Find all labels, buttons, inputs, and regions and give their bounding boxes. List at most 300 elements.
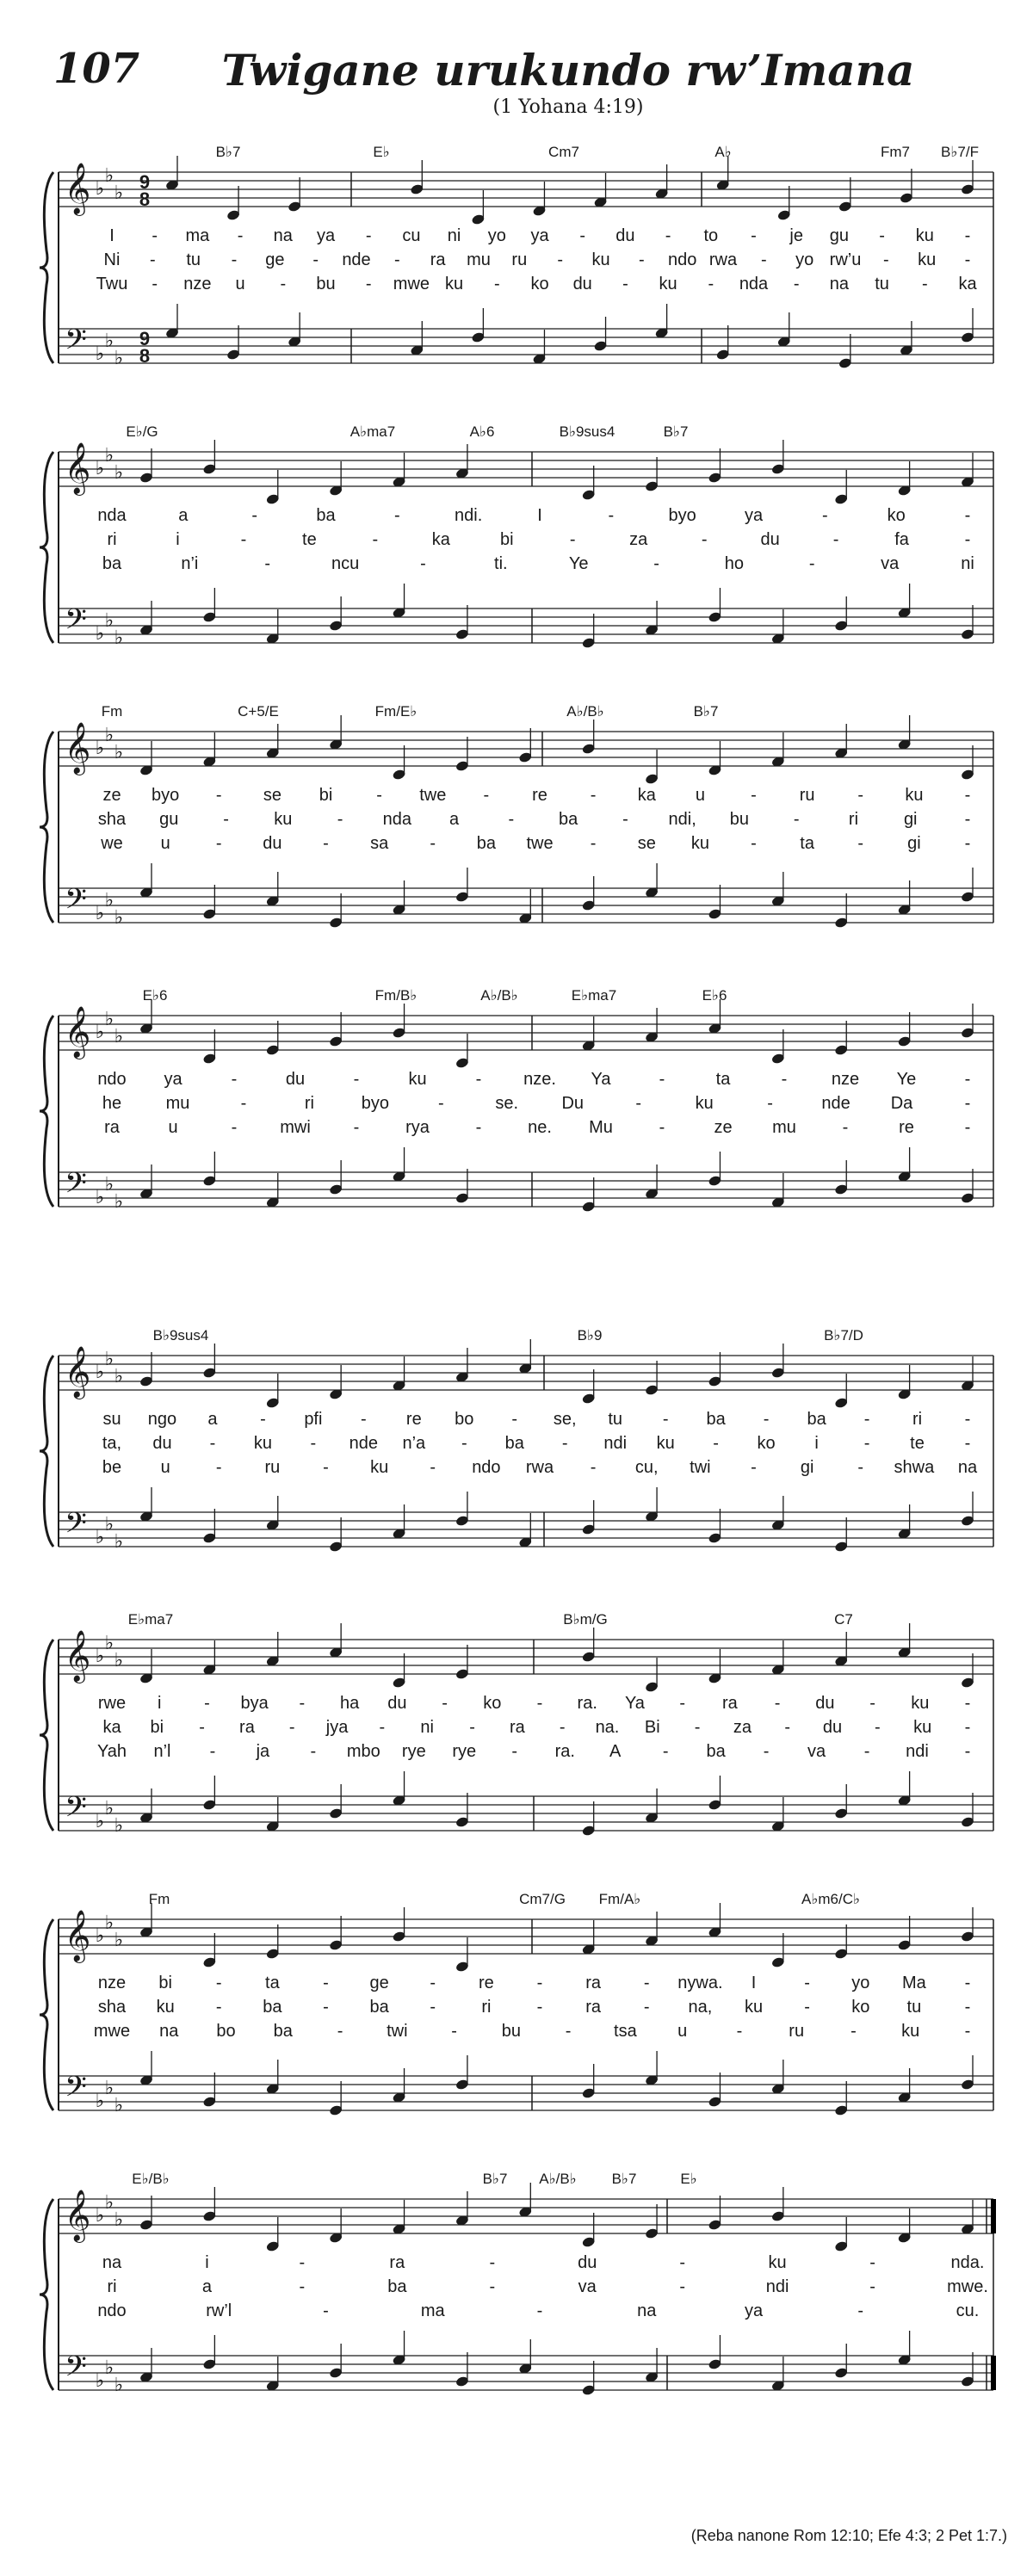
lyric-hyphen: - bbox=[964, 1118, 971, 1137]
lyric-syllable: du bbox=[760, 530, 780, 549]
lyric-hyphen: - bbox=[643, 1974, 650, 1992]
lyric-syllable: nywa. bbox=[677, 1974, 723, 1992]
lyric-hyphen: - bbox=[964, 1742, 971, 1761]
bass-clef-icon: 𝄢 bbox=[65, 1792, 87, 1830]
lyric-hyphen: - bbox=[152, 226, 158, 245]
lyric-syllable: ku bbox=[408, 1070, 427, 1089]
lyric-hyphen: - bbox=[489, 2253, 496, 2272]
lyric-syllable: rya bbox=[405, 1118, 430, 1137]
lyric-syllable: n’i bbox=[181, 554, 199, 573]
lyric-syllable: na bbox=[159, 2022, 179, 2041]
chord-symbol: B♭9sus4 bbox=[152, 1327, 209, 1344]
lyric-syllable: he bbox=[102, 1094, 122, 1113]
key-flat-icon: ♭ bbox=[95, 177, 105, 199]
lyric-syllable: Ya bbox=[624, 1694, 645, 1713]
key-flat-icon: ♭ bbox=[104, 2357, 114, 2378]
lyric-hyphen: - bbox=[662, 1410, 669, 1429]
lyric-hyphen: - bbox=[875, 1718, 881, 1737]
lyric-hyphen: - bbox=[152, 275, 158, 293]
lyric-syllable: I bbox=[109, 226, 114, 245]
chord-symbol: E♭6 bbox=[702, 987, 727, 1004]
chord-symbol: B♭9sus4 bbox=[559, 423, 615, 440]
lyric-syllable: nde bbox=[342, 250, 371, 269]
lyric-hyphen: - bbox=[921, 275, 928, 293]
lyric-syllable: bi bbox=[319, 786, 333, 805]
key-flat-icon: ♭ bbox=[95, 1645, 105, 1666]
lyric-syllable: na bbox=[637, 2301, 657, 2320]
key-flat-icon: ♭ bbox=[95, 1186, 105, 1208]
treble-clef-icon: 𝄞 bbox=[64, 723, 91, 773]
key-flat-icon: ♭ bbox=[114, 2208, 124, 2230]
lyric-hyphen: - bbox=[231, 250, 238, 269]
lyric-syllable: yo bbox=[795, 250, 814, 269]
lyric-hyphen: - bbox=[608, 506, 615, 525]
lyric-syllable: u bbox=[695, 786, 705, 805]
treble-clef-icon: 𝄞 bbox=[64, 1911, 91, 1961]
chord-symbol: B♭7/D bbox=[824, 1327, 863, 1344]
lyric-syllable: mu bbox=[165, 1094, 190, 1113]
key-flat-icon: ♭ bbox=[104, 444, 114, 466]
lyric-hyphen: - bbox=[299, 2253, 306, 2272]
lyric-hyphen: - bbox=[793, 275, 800, 293]
key-flat-icon: ♭ bbox=[114, 182, 124, 203]
final-barline-thick bbox=[991, 2199, 996, 2233]
music-system bbox=[40, 2171, 996, 2396]
lyric-syllable: ku bbox=[744, 1998, 764, 2017]
lyric-hyphen: - bbox=[251, 506, 258, 525]
lyric-syllable: ku bbox=[695, 1094, 714, 1113]
lyric-syllable: twi bbox=[690, 1458, 711, 1477]
key-flat-icon: ♭ bbox=[114, 627, 124, 648]
lyric-hyphen: - bbox=[223, 810, 229, 829]
lyric-syllable: gi bbox=[907, 834, 921, 853]
lyric-hyphen: - bbox=[653, 554, 659, 573]
lyric-syllable: nde bbox=[821, 1094, 851, 1113]
lyric-syllable: ni bbox=[447, 226, 461, 245]
lyric-syllable: ja bbox=[256, 1742, 270, 1761]
lyric-syllable: mu bbox=[772, 1118, 796, 1137]
lyric-hyphen: - bbox=[280, 275, 287, 293]
key-flat-icon: ♭ bbox=[104, 1513, 114, 1535]
lyric-syllable: ra bbox=[430, 250, 446, 269]
lyric-syllable: ri bbox=[912, 1410, 923, 1429]
chord-symbol: Fm7 bbox=[881, 144, 910, 160]
bass-staff bbox=[59, 329, 993, 363]
treble-staff bbox=[59, 452, 993, 486]
lyric-hyphen: - bbox=[393, 506, 400, 525]
lyric-syllable: yo bbox=[851, 1974, 870, 1992]
key-flat-icon: ♭ bbox=[95, 1021, 105, 1042]
lyric-syllable: ra bbox=[509, 1718, 525, 1737]
lyric-hyphen: - bbox=[964, 250, 971, 269]
bass-clef-icon: 𝄢 bbox=[65, 2072, 87, 2110]
bass-clef-icon: 𝄢 bbox=[65, 884, 87, 922]
key-flat-icon: ♭ bbox=[114, 1649, 124, 1671]
lyric-syllable: mbo bbox=[346, 1742, 380, 1761]
lyric-syllable: na bbox=[102, 2253, 122, 2272]
lyric-syllable: to bbox=[703, 226, 719, 245]
lyric-syllable: ku bbox=[768, 2253, 787, 2272]
chord-symbol: E♭6 bbox=[142, 987, 168, 1004]
chord-symbol: Fm/A♭ bbox=[598, 1891, 641, 1907]
lyric-hyphen: - bbox=[237, 226, 244, 245]
bass-clef-icon: 𝄢 bbox=[65, 1168, 87, 1206]
lyric-syllable: ku bbox=[911, 1694, 930, 1713]
key-flat-icon: ♭ bbox=[95, 622, 105, 644]
lyric-syllable: tu bbox=[608, 1410, 623, 1429]
lyric-syllable: nda bbox=[97, 506, 127, 525]
treble-staff bbox=[59, 1640, 993, 1674]
lyric-hyphen: - bbox=[579, 226, 586, 245]
lyric-syllable: a bbox=[207, 1410, 218, 1429]
key-flat-icon: ♭ bbox=[95, 737, 105, 758]
lyric-syllable: we bbox=[101, 834, 123, 853]
lyric-hyphen: - bbox=[964, 506, 971, 525]
lyric-syllable: ri bbox=[107, 2277, 117, 2296]
key-flat-icon: ♭ bbox=[114, 347, 124, 368]
lyric-syllable: gi bbox=[800, 1458, 814, 1477]
lyric-syllable: du bbox=[615, 226, 635, 245]
lyric-hyphen: - bbox=[323, 1974, 329, 1992]
key-flat-icon: ♭ bbox=[95, 457, 105, 479]
bass-staff bbox=[59, 1172, 993, 1207]
lyric-hyphen: - bbox=[857, 1458, 864, 1477]
lyric-syllable: n’l bbox=[153, 1742, 171, 1761]
key-flat-icon: ♭ bbox=[114, 1929, 124, 1950]
lyric-syllable: ba bbox=[504, 1434, 524, 1453]
treble-staff bbox=[59, 1016, 993, 1050]
lyric-syllable: ba bbox=[476, 834, 496, 853]
treble-clef-icon: 𝄞 bbox=[64, 2190, 91, 2240]
lyric-hyphen: - bbox=[863, 1410, 870, 1429]
lyric-hyphen: - bbox=[767, 1094, 773, 1113]
lyric-hyphen: - bbox=[365, 226, 372, 245]
lyric-hyphen: - bbox=[804, 1998, 810, 2017]
lyric-syllable: ta, bbox=[102, 1434, 122, 1453]
chord-symbol: B♭9 bbox=[577, 1327, 603, 1344]
lyric-hyphen: - bbox=[964, 1094, 971, 1113]
lyric-syllable: ge bbox=[369, 1974, 389, 1992]
lyric-syllable: ne. bbox=[528, 1118, 552, 1137]
lyric-syllable: re bbox=[478, 1974, 494, 1992]
key-flat-icon: ♭ bbox=[104, 1912, 114, 1933]
lyric-hyphen: - bbox=[622, 810, 628, 829]
lyric-syllable: se bbox=[263, 786, 281, 805]
lyric-syllable: ri bbox=[304, 1094, 314, 1113]
lyric-syllable: na, bbox=[688, 1998, 713, 2017]
chord-symbol: B♭7 bbox=[482, 2171, 508, 2187]
lyric-syllable: ti. bbox=[494, 554, 508, 573]
lyric-syllable: bya bbox=[240, 1694, 269, 1713]
lyric-hyphen: - bbox=[590, 834, 597, 853]
lyric-hyphen: - bbox=[869, 2253, 875, 2272]
lyric-syllable: ncu bbox=[331, 554, 360, 573]
system-brace bbox=[40, 1356, 53, 1547]
time-signature-top: 9 bbox=[139, 171, 151, 193]
lyric-syllable: ko bbox=[483, 1694, 502, 1713]
key-flat-icon: ♭ bbox=[114, 1025, 124, 1047]
lyric-hyphen: - bbox=[483, 786, 490, 805]
hymn-title-text: Twigane urukundo rw’Imana bbox=[221, 45, 915, 96]
lyric-hyphen: - bbox=[353, 1118, 360, 1137]
key-flat-icon: ♭ bbox=[114, 2094, 124, 2116]
lyric-syllable: yo bbox=[487, 226, 506, 245]
music-system bbox=[40, 1611, 993, 1837]
music-system bbox=[40, 144, 993, 369]
lyric-hyphen: - bbox=[781, 1070, 788, 1089]
lyric-syllable: ha bbox=[339, 1694, 360, 1713]
lyric-hyphen: - bbox=[869, 2277, 875, 2296]
key-flat-icon: ♭ bbox=[95, 1924, 105, 1946]
lyric-hyphen: - bbox=[361, 1410, 367, 1429]
lyric-hyphen: - bbox=[863, 1742, 870, 1761]
lyric-hyphen: - bbox=[879, 226, 885, 245]
lyric-syllable: ndo bbox=[97, 2301, 127, 2320]
treble-staff bbox=[59, 172, 993, 207]
lyric-syllable: ba bbox=[273, 2022, 293, 2041]
lyric-hyphen: - bbox=[784, 1718, 791, 1737]
lyric-syllable: bo bbox=[455, 1410, 474, 1429]
key-flat-icon: ♭ bbox=[114, 1365, 124, 1387]
lyric-hyphen: - bbox=[857, 834, 864, 853]
lyric-hyphen: - bbox=[561, 1434, 568, 1453]
lyric-hyphen: - bbox=[701, 530, 708, 549]
key-flat-icon: ♭ bbox=[95, 2090, 105, 2111]
lyric-hyphen: - bbox=[310, 1742, 317, 1761]
lyric-hyphen: - bbox=[508, 810, 515, 829]
chord-symbol: B♭7 bbox=[215, 144, 241, 160]
key-flat-icon: ♭ bbox=[114, 1814, 124, 1836]
lyric-hyphen: - bbox=[215, 1974, 222, 1992]
lyric-hyphen: - bbox=[751, 834, 757, 853]
lyric-hyphen: - bbox=[964, 2022, 971, 2041]
lyric-syllable: u bbox=[160, 834, 170, 853]
music-system bbox=[40, 703, 993, 929]
lyric-syllable: ku bbox=[370, 1458, 389, 1477]
lyric-syllable: ra bbox=[389, 2253, 405, 2272]
lyric-hyphen: - bbox=[964, 1998, 971, 2017]
lyric-syllable: ka bbox=[431, 530, 450, 549]
chord-symbol: E♭/B♭ bbox=[132, 2171, 170, 2187]
lyric-hyphen: - bbox=[536, 1998, 543, 2017]
lyric-hyphen: - bbox=[774, 1694, 781, 1713]
lyric-syllable: se. bbox=[495, 1094, 519, 1113]
lyric-hyphen: - bbox=[751, 226, 757, 245]
lyric-syllable: rwe bbox=[97, 1694, 127, 1713]
lyric-syllable: ku bbox=[253, 1434, 272, 1453]
lyric-syllable: nze bbox=[97, 1974, 127, 1992]
lyric-syllable: ka bbox=[637, 786, 656, 805]
lyric-syllable: bu bbox=[729, 810, 750, 829]
key-flat-icon: ♭ bbox=[104, 2077, 114, 2098]
chord-symbol: Fm/E♭ bbox=[374, 703, 418, 720]
lyric-syllable: ma bbox=[420, 2301, 445, 2320]
lyric-hyphen: - bbox=[857, 786, 864, 805]
lyric-hyphen: - bbox=[337, 2022, 343, 2041]
chord-symbol: A♭ma7 bbox=[349, 423, 396, 440]
lyric-syllable: Twu bbox=[96, 275, 128, 293]
chord-symbol: E♭ bbox=[680, 2171, 697, 2187]
key-flat-icon: ♭ bbox=[104, 1008, 114, 1029]
lyric-syllable: te bbox=[302, 530, 317, 549]
time-signature-bottom: 8 bbox=[139, 188, 151, 210]
lyric-syllable: cu, bbox=[634, 1458, 659, 1477]
lyric-hyphen: - bbox=[437, 1094, 444, 1113]
lyric-syllable: nda. bbox=[950, 2253, 985, 2272]
lyric-hyphen: - bbox=[430, 834, 436, 853]
key-flat-icon: ♭ bbox=[114, 906, 124, 928]
lyric-hyphen: - bbox=[964, 810, 971, 829]
hymn-number: 107 bbox=[53, 45, 140, 93]
lyric-syllable: cu. bbox=[956, 2301, 980, 2320]
chord-symbol: E♭ bbox=[373, 144, 390, 160]
lyric-syllable: jya bbox=[325, 1718, 349, 1737]
system-brace bbox=[40, 732, 53, 923]
lyric-hyphen: - bbox=[635, 1094, 642, 1113]
lyric-syllable: Ya bbox=[591, 1070, 611, 1089]
lyric-syllable: mwe bbox=[93, 2022, 131, 2041]
lyric-hyphen: - bbox=[662, 1742, 669, 1761]
lyric-syllable: rwa bbox=[525, 1458, 554, 1477]
chord-symbol: C+5/E bbox=[238, 703, 279, 720]
lyric-hyphen: - bbox=[337, 810, 343, 829]
lyric-syllable: du bbox=[572, 275, 592, 293]
lyric-hyphen: - bbox=[149, 250, 156, 269]
lyric-hyphen: - bbox=[215, 834, 222, 853]
lyric-hyphen: - bbox=[215, 786, 222, 805]
lyric-syllable: za bbox=[733, 1718, 752, 1737]
lyric-syllable: bu bbox=[501, 2022, 521, 2041]
lyric-syllable: cu bbox=[402, 226, 421, 245]
lyric-hyphen: - bbox=[590, 786, 597, 805]
lyric-hyphen: - bbox=[851, 2022, 857, 2041]
lyric-hyphen: - bbox=[323, 2301, 329, 2320]
key-flat-icon: ♭ bbox=[104, 2191, 114, 2213]
lyric-syllable: i bbox=[205, 2253, 209, 2272]
lyric-syllable: mwe bbox=[393, 275, 430, 293]
lyric-hyphen: - bbox=[964, 1974, 971, 1992]
lyric-hyphen: - bbox=[461, 1434, 467, 1453]
lyric-hyphen: - bbox=[713, 1434, 719, 1453]
chord-symbol: Fm/B♭ bbox=[374, 987, 418, 1004]
lyric-hyphen: - bbox=[679, 1694, 686, 1713]
lyric-hyphen: - bbox=[559, 1718, 566, 1737]
lyric-syllable: sa bbox=[370, 834, 389, 853]
lyric-syllable: du bbox=[285, 1070, 306, 1089]
lyric-syllable: ka bbox=[958, 275, 977, 293]
chord-symbol: Fm bbox=[101, 703, 123, 720]
lyric-syllable: mwe. bbox=[947, 2277, 988, 2296]
lyric-hyphen: - bbox=[209, 1742, 216, 1761]
lyric-hyphen: - bbox=[736, 2022, 743, 2041]
lyric-syllable: ru bbox=[264, 1458, 281, 1477]
lyric-syllable: ku bbox=[901, 2022, 920, 2041]
lyric-hyphen: - bbox=[353, 1070, 360, 1089]
lyric-hyphen: - bbox=[659, 1118, 665, 1137]
lyric-syllable: Da bbox=[890, 1094, 913, 1113]
lyric-hyphen: - bbox=[659, 1070, 665, 1089]
lyric-syllable: va bbox=[881, 554, 900, 573]
system-brace bbox=[40, 452, 53, 643]
lyric-syllable: ko bbox=[851, 1998, 870, 2017]
lyric-syllable: du bbox=[387, 1694, 407, 1713]
chord-symbol: C7 bbox=[834, 1611, 853, 1628]
key-flat-icon: ♭ bbox=[114, 461, 124, 483]
key-flat-icon: ♭ bbox=[114, 2374, 124, 2395]
final-barline-thick bbox=[991, 2356, 996, 2390]
lyric-syllable: du bbox=[152, 1434, 172, 1453]
lyric-hyphen: - bbox=[430, 1974, 436, 1992]
key-flat-icon: ♭ bbox=[95, 2204, 105, 2226]
lyric-hyphen: - bbox=[209, 1434, 216, 1453]
lyric-syllable: ta bbox=[265, 1974, 280, 1992]
lyric-hyphen: - bbox=[964, 1434, 971, 1453]
lyric-hyphen: - bbox=[964, 226, 971, 245]
lyric-syllable: re bbox=[405, 1410, 422, 1429]
lyric-hyphen: - bbox=[288, 1718, 295, 1737]
lyric-syllable: ze bbox=[714, 1118, 733, 1137]
chord-symbol: A♭/B♭ bbox=[480, 987, 518, 1004]
chord-symbol: A♭m6/C♭ bbox=[801, 1891, 860, 1907]
lyric-syllable: ba bbox=[387, 2277, 407, 2296]
lyric-hyphen: - bbox=[536, 2301, 543, 2320]
key-flat-icon: ♭ bbox=[95, 1361, 105, 1382]
lyric-syllable: a bbox=[449, 810, 460, 829]
lyric-hyphen: - bbox=[299, 1694, 306, 1713]
lyric-hyphen: - bbox=[365, 275, 372, 293]
lyric-hyphen: - bbox=[451, 2022, 457, 2041]
treble-clef-icon: 𝄞 bbox=[64, 1631, 91, 1681]
lyric-hyphen: - bbox=[376, 786, 382, 805]
lyric-syllable: tu bbox=[186, 250, 201, 269]
lyric-syllable: Ma bbox=[901, 1974, 926, 1992]
lyric-syllable: a bbox=[178, 506, 189, 525]
lyric-hyphen: - bbox=[565, 2022, 572, 2041]
lyric-syllable: A bbox=[609, 1742, 622, 1761]
lyric-hyphen: - bbox=[964, 530, 971, 549]
lyric-syllable: ra bbox=[239, 1718, 255, 1737]
lyric-hyphen: - bbox=[679, 2277, 686, 2296]
lyric-syllable: se bbox=[637, 834, 656, 853]
lyric-hyphen: - bbox=[323, 834, 329, 853]
lyric-syllable: twe bbox=[419, 786, 447, 805]
lyric-syllable: na bbox=[273, 226, 293, 245]
chord-symbol: A♭6 bbox=[469, 423, 495, 440]
lyric-syllable: se, bbox=[553, 1410, 577, 1429]
lyric-syllable: Mu bbox=[589, 1118, 613, 1137]
music-system bbox=[40, 1327, 993, 1553]
chord-symbol: A♭ bbox=[714, 144, 732, 160]
lyric-hyphen: - bbox=[323, 1458, 329, 1477]
lyric-hyphen: - bbox=[964, 834, 971, 853]
lyric-syllable: bi bbox=[150, 1718, 164, 1737]
lyric-hyphen: - bbox=[312, 250, 319, 269]
lyric-hyphen: - bbox=[964, 1410, 971, 1429]
footer-reference: (Reba nanone Rom 12:10; Efe 4:3; 2 Pet 1:7.) bbox=[690, 2527, 1007, 2544]
lyric-syllable: nze. bbox=[523, 1070, 556, 1089]
lyric-syllable: nda bbox=[739, 275, 769, 293]
lyric-syllable: ri bbox=[848, 810, 859, 829]
lyric-syllable: ko bbox=[530, 275, 549, 293]
key-flat-icon: ♭ bbox=[104, 330, 114, 351]
lyric-syllable: ndo bbox=[472, 1458, 501, 1477]
music-system bbox=[40, 423, 993, 649]
lyric-hyphen: - bbox=[751, 786, 757, 805]
chord-symbol: Fm bbox=[148, 1891, 170, 1907]
key-flat-icon: ♭ bbox=[95, 343, 105, 364]
lyric-hyphen: - bbox=[299, 2277, 306, 2296]
lyric-syllable: du bbox=[578, 2253, 597, 2272]
